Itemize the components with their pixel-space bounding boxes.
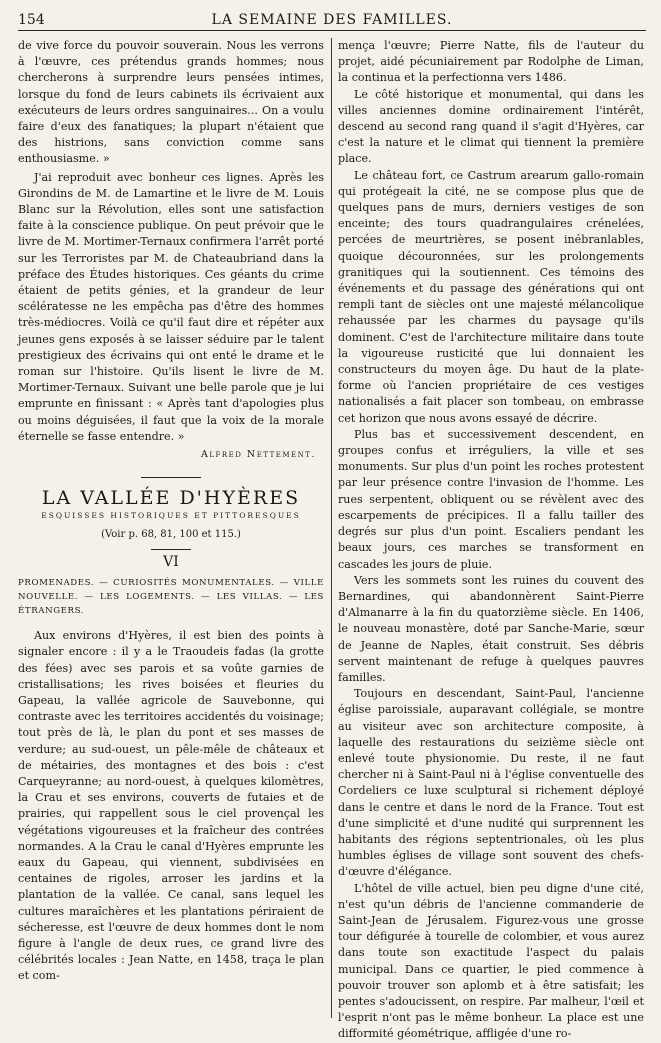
running-title: LA SEMAINE DES FAMILLES. bbox=[211, 12, 453, 28]
right-column bbox=[338, 38, 644, 1043]
paragraph: Le château fort, ce Castrum arearum gallo-romain qui protégeait la cité, ne se compose plus que de quelques pans de murs, derniers vestiges de son enceinte; des tours quadrangulaires crénelées, percées de meurtrières, se posent inébranlables, quoique découronnées, sur les prolongements granitiques qui la soutiennent. Ces témoins des événements et du passage des générations qui ont rempli tant de siècles ont une majesté mélancolique rehaussée par les charmes du paysage qu'ils dominent. C'est de l'architecture militaire dans toute la vigoureuse rusticité que lui donnaient les constructeurs du moyen âge. Du haut de la plate-forme où l'ancien propriétaire de ces vestiges nationalisés a fait placer son tombeau, on embrasse cet horizon que nous avons essayé de décrire. bbox=[338, 168, 644, 425]
chapter-summary: PROMENADES. — CURIOSITÉS MONUMENTALES. — VILLE NOUVELLE. — LES LOGEMENTS. — LES VILLAS. — LES ÉTRANGERS. bbox=[18, 578, 324, 617]
paragraph: Vers les sommets sont les ruines du couvent des Bernardines, qui abandonnèrent Saint-Pierre d'Almanarre à la fin du quatorzième siècle. En 1406, le nouveau monastère, doté par Sanche-Marie, sœur de Jeanne de Naples, était construit. Ses débris servent maintenant de refuge à quelques pauvres familles. bbox=[338, 573, 644, 684]
page-header bbox=[18, 6, 646, 31]
column-divider bbox=[331, 38, 332, 1018]
page-number: 154 bbox=[18, 12, 45, 28]
paragraph: Aux environs d'Hyères, il est bien des points à signaler encore : il y a le Traoudeis fadas (la grotte des fées) avec ses parois et sa voûte garnies de cristallisations; les rives boisées et fleuries du Gapeau, la vallée agricole de Sauvebonne, qui contraste avec les territoires accidentés du voisinage; tout près de là, le plan du pont et ses masses de verdure; au sud-ouest, un pêle-mêle de châteaux et de métairies, des montagnes et des bois : c'est Carqueyranne; au nord-ouest, à quelques kilomètres, la Crau et ses environs, couverts de futaies et de prairies, qui rappellent sous le ciel provençal les végétations vigoureuses et la fraîcheur des contrées normandes. A la Crau le canal d'Hyères emprunte les eaux du Gapeau, qui viennent, subdivisées en centaines de rigoles, arroser les jardins et la plantation de la vallée. Ce canal, sans lequel les cultures maraîchères et les plantations périraient de sécheresse, est l'œuvre de deux hommes dont le nom figure à l'angle de deux rues, ce grand livre des célébrités locales : Jean Natte, en 1458, traça le plan et com- bbox=[18, 629, 324, 983]
chapter-number: VI bbox=[163, 553, 179, 570]
paragraph: mença l'œuvre; Pierre Natte, fils de l'auteur du projet, aidé pécuniairement par Rodolphe de Liman, la continua et la perfectionna vers 1486. bbox=[338, 39, 644, 85]
left-column bbox=[18, 38, 324, 985]
paragraph: L'hôtel de ville actuel, bien peu digne d'une cité, n'est qu'un débris de l'ancienne commanderie de Saint-Jean de Jérusalem. Figurez-vous une grosse tour défigurée à tourelle de colombier, et vous aurez dans toute son exactitude l'aspect du palais municipal. Dans ce quartier, le pied commence à pouvoir trouver son aplomb et à être satisfait; les pentes s'adoucissent, on respire. Par malheur, l'œil et l'esprit n'ont pas le même bonheur. La place est une difformité géométrique, affligée d'une ro- bbox=[338, 881, 644, 1041]
section-divider bbox=[141, 477, 201, 478]
article-subtitle: ESQUISSES HISTORIQUES ET PITTORESQUES bbox=[41, 511, 301, 521]
article-reference: (Voir p. 68, 81, 100 et 115.) bbox=[101, 528, 241, 540]
paragraph: Le côté historique et monumental, qui dans les villes anciennes domine ordinairement l'intérêt, descend au second rang quand il s'agit d'Hyères, car c'est la nature et le climat qui tiennent la première place. bbox=[338, 87, 644, 166]
paragraph: J'ai reproduit avec bonheur ces lignes. Après les Girondins de M. de Lamartine et le livre de M. Louis Blanc sur la Révolution, elles sont une satisfaction faite à la conscience publique. On peut prévoir que le livre de M. Mortimer-Ternaux confirmera l'arrêt porté sur les Terroristes par M. de Chateaubriand dans la préface des Études historiques. Ces géants du crime étaient de petits génies, et la grandeur de leur scélératesse ne les empêcha pas d'être des hommes très-médiocres. Voilà ce qu'il faut dire et répéter aux jeunes gens exposés à se laisser séduire par le talent prestigieux des écrivains qui ont enté le drame et le roman sur l'histoire. Qu'ils lisent le livre de M. Mortimer-Ternaux. Suivant une belle parole que je lui emprunte en finissant : « Après tant d'apologies plus ou moins déguisées, il faut que la voix de la morale éternelle se fasse entendre. » bbox=[18, 170, 324, 443]
title-rule bbox=[151, 549, 191, 550]
article-title: LA VALLÉE D'HYÈRES bbox=[41, 487, 301, 510]
author-signature: Alfred Nettement. bbox=[201, 449, 316, 461]
paragraph: Toujours en descendant, Saint-Paul, l'ancienne église paroissiale, auparavant collégiale, se montre au visiteur avec son architecture composite, à laquelle des restaurations du seizième siècle ont enlevé toute physionomie. Du reste, il ne faut chercher ni à Saint-Paul ni à l'église conventuelle des Cordeliers ce luxe sculptural si richement déployé dans le centre et dans le nord de la France. Tout est d'une simplicité et d'une nudité qui surprennent les habitants des régions septentrionales, où les plus humbles églises de village sont souvent des chefs-d'œuvre d'élégance. bbox=[338, 687, 644, 879]
paragraph: de vive force du pouvoir souverain. Nous les verrons à l'œuvre, ces prétendus grands hommes; nous chercherons à surprendre leurs pensées intimes, lorsque du fond de leurs cabinets ils écrivaient aux exécuteurs de leurs ordres sanguinaires... On a voulu faire d'eux des fanatiques; la plupart n'étaient que des histrions, sans conviction comme sans enthousiasme. » bbox=[18, 39, 324, 166]
paragraph: Plus bas et successivement descendent, en groupes confus et irréguliers, la ville et ses monuments. Sur plus d'un point les roches protestent par leur présence contre l'invasion de l'homme. Les rues serpentent, obliquent ou se révèlent avec des escarpements de précipices. Il a fallu tailler des degrés sur plus d'un point. Escaliers pendant les beaux jours, ces marches se transforment en cascades les jours de pluie. bbox=[338, 427, 644, 571]
